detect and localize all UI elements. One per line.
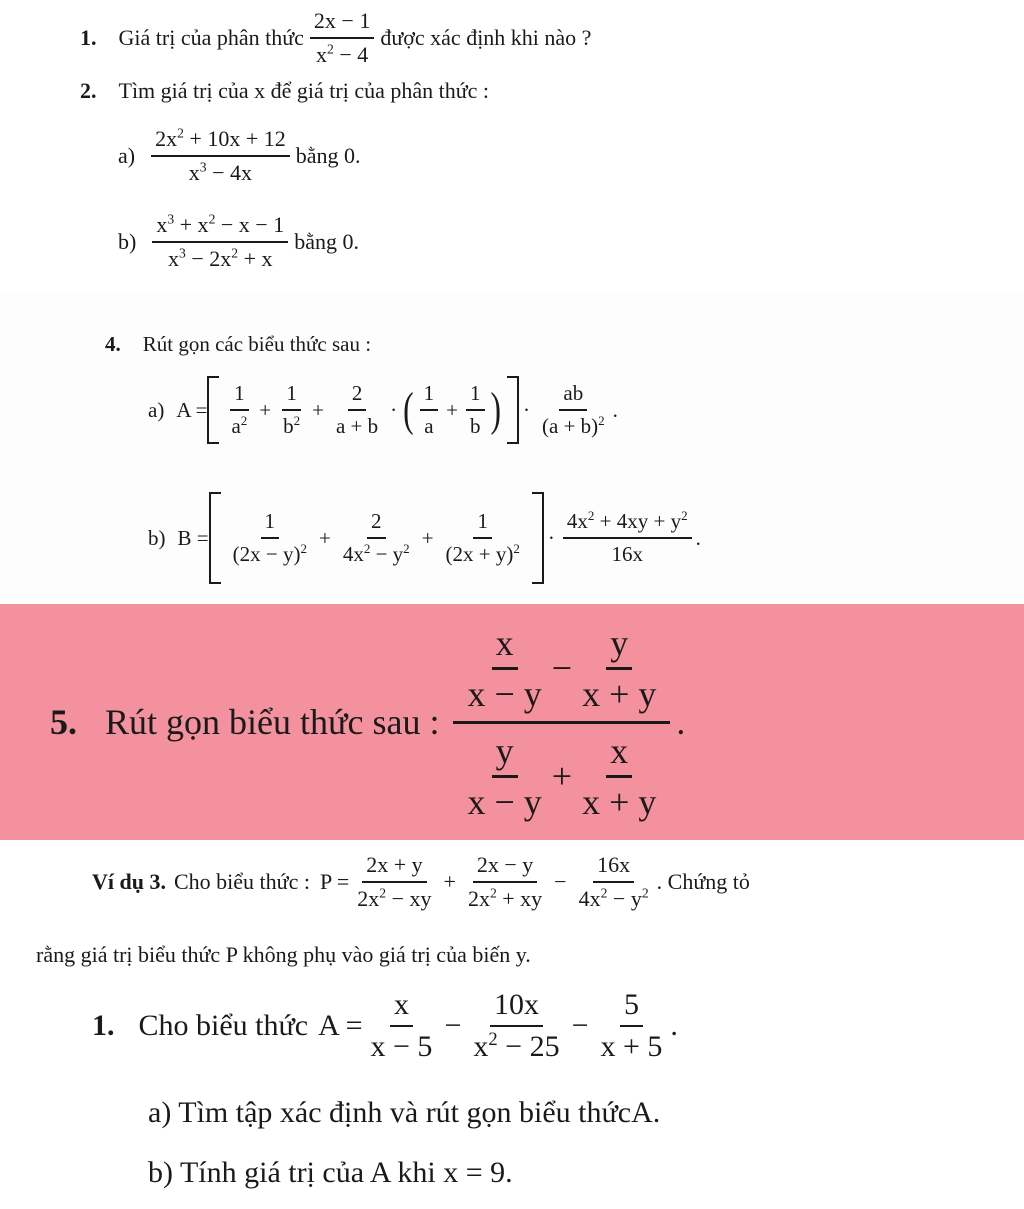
question-2b [118, 212, 359, 272]
question-2a [118, 126, 361, 186]
denominator: $x^3 - 2x^2 + x$ [168, 245, 273, 271]
numerator: $x^3 + x^2 - x - 1$ [152, 212, 288, 243]
section-5-highlight [0, 604, 1024, 840]
question-number: 4. [105, 332, 121, 356]
fraction: $\frac{2x - y}{2x^2 + xy}$ [467, 852, 543, 911]
question-number: 2. [80, 78, 97, 103]
fraction: $\frac{1}{b^2}$ [283, 381, 301, 438]
lhs: A = [176, 397, 208, 422]
compound-denominator: $\frac{y}{x - y}$ + $\frac{x}{x + y}$ [467, 730, 657, 822]
right-bracket [507, 376, 519, 444]
question-4b: b) B = $\frac{1}{(2x - y)^2}$ + $\frac{2}{4x^2 - y^2}$ + $\frac{1}{(2x + y)^2}$ · $\frac{4x^2 + 4xy + y^2}{16x}$ . [148, 492, 701, 584]
section-2 [0, 292, 1024, 604]
question-text: Cho biểu thức [138, 1009, 309, 1042]
question-4a: a) A = $\frac{1}{a^2}$ + $\frac{1}{b^2}$ + $\frac{2}{a + b}$ · ( $\frac{1}{a}$ + $\frac{1}{b}$ ) · $\frac{ab}{(a + b)^2}$ . [148, 376, 618, 444]
example-3-line-2: rằng giá trị biểu thức P không phụ vào giá trị của biến y. [36, 942, 531, 967]
denominator: $x^2 - 4$ [316, 41, 369, 67]
question-text: Rút gọn biểu thức sau : [105, 702, 440, 742]
item-label: a) [118, 143, 136, 168]
item-label: b) [118, 229, 137, 254]
question-text-tail: được xác định khi nào ? [380, 25, 592, 50]
fraction: $\frac{1}{b}$ [466, 381, 485, 439]
question-5: 5. Rút gọn biểu thức sau : $\frac{x}{x - y}$ − $\frac{y}{x + y}$ $\frac{y}{x - y}$ + $\frac{x}{x + y}$ . [50, 622, 686, 822]
compound-fraction [453, 622, 670, 823]
question-2 [80, 78, 489, 104]
section-4 [0, 840, 1024, 1209]
fraction: $\frac{x}{x - 5}$ [370, 988, 433, 1063]
item-tail: bằng 0. [295, 143, 361, 168]
numerator: $2x^2 + 10x + 12$ [151, 126, 290, 157]
fraction: $\frac{2}{4x^2 - y^2}$ [342, 509, 410, 566]
fraction: $\frac{1}{(2x + y)^2}$ [445, 509, 520, 566]
lhs: B = [177, 525, 209, 550]
question-1-final: 1. Cho biểu thức A = $\frac{x}{x - 5}$ − $\frac{10x}{x^2 - 25}$ − $\frac{5}{x + 5}$ . [92, 988, 678, 1063]
fraction: $\frac{4x^2 + 4xy + y^2}{16x}$ [563, 509, 692, 567]
numerator: 2x − 1 [310, 8, 374, 39]
example-tail: . Chứng tỏ [656, 869, 750, 894]
item-label: b) [148, 525, 166, 550]
question-1b: b) Tính giá trị của A khi x = 9. [148, 1156, 513, 1189]
question-number: 5. [50, 702, 77, 742]
right-bracket [532, 492, 544, 584]
question-number: 1. [80, 25, 97, 50]
left-bracket [209, 492, 221, 584]
fraction: $\frac{5}{x + 5}$ [600, 988, 663, 1063]
example-label: Ví dụ 3. [92, 869, 166, 894]
fraction [151, 126, 290, 186]
fraction [152, 212, 288, 272]
fraction: $\frac{ab}{(a + b)^2}$ [542, 381, 605, 438]
question-text: Giá trị của phân thức [118, 25, 304, 50]
compound-numerator: $\frac{x}{x - y}$ − $\frac{y}{x + y}$ [453, 622, 670, 724]
fraction: $\frac{1}{a}$ [420, 381, 439, 439]
question-1a: a) Tìm tập xác định và rút gọn biểu thứcA. [148, 1096, 661, 1129]
example-3: Ví dụ 3. Cho biểu thức : P = $\frac{2x + y}{2x^2 - xy}$ + $\frac{2x - y}{2x^2 + xy}$ − $\frac{16x}{4x^2 - y^2}$ . Chứng tỏ [92, 852, 750, 911]
fraction: $\frac{1}{a^2}$ [231, 381, 248, 438]
lhs: P = [319, 869, 350, 894]
item-tail: bằng 0. [294, 229, 359, 254]
fraction: $\frac{10x}{x^2 - 25}$ [473, 988, 560, 1063]
fraction: $\frac{2x + y}{2x^2 - xy}$ [357, 852, 432, 911]
example-text: Cho biểu thức : [173, 869, 310, 894]
question-number: 1. [92, 1009, 115, 1042]
denominator: $x^3 - 4x$ [188, 159, 253, 185]
fraction: $\frac{1}{(2x - y)^2}$ [232, 509, 307, 566]
question-1 [80, 8, 591, 68]
question-4 [105, 332, 371, 357]
lhs: A = [318, 1009, 363, 1042]
question-text: Rút gọn các biểu thức sau : [142, 332, 372, 356]
question-text: Tìm giá trị của x để giá trị của phân thức : [118, 78, 490, 103]
fraction: $\frac{2}{a + b}$ [335, 381, 379, 438]
fraction [310, 8, 374, 68]
fraction: $\frac{16x}{4x^2 - y^2}$ [578, 852, 649, 911]
section-1 [0, 0, 1024, 292]
item-label: a) [148, 397, 165, 422]
left-bracket [207, 376, 219, 444]
